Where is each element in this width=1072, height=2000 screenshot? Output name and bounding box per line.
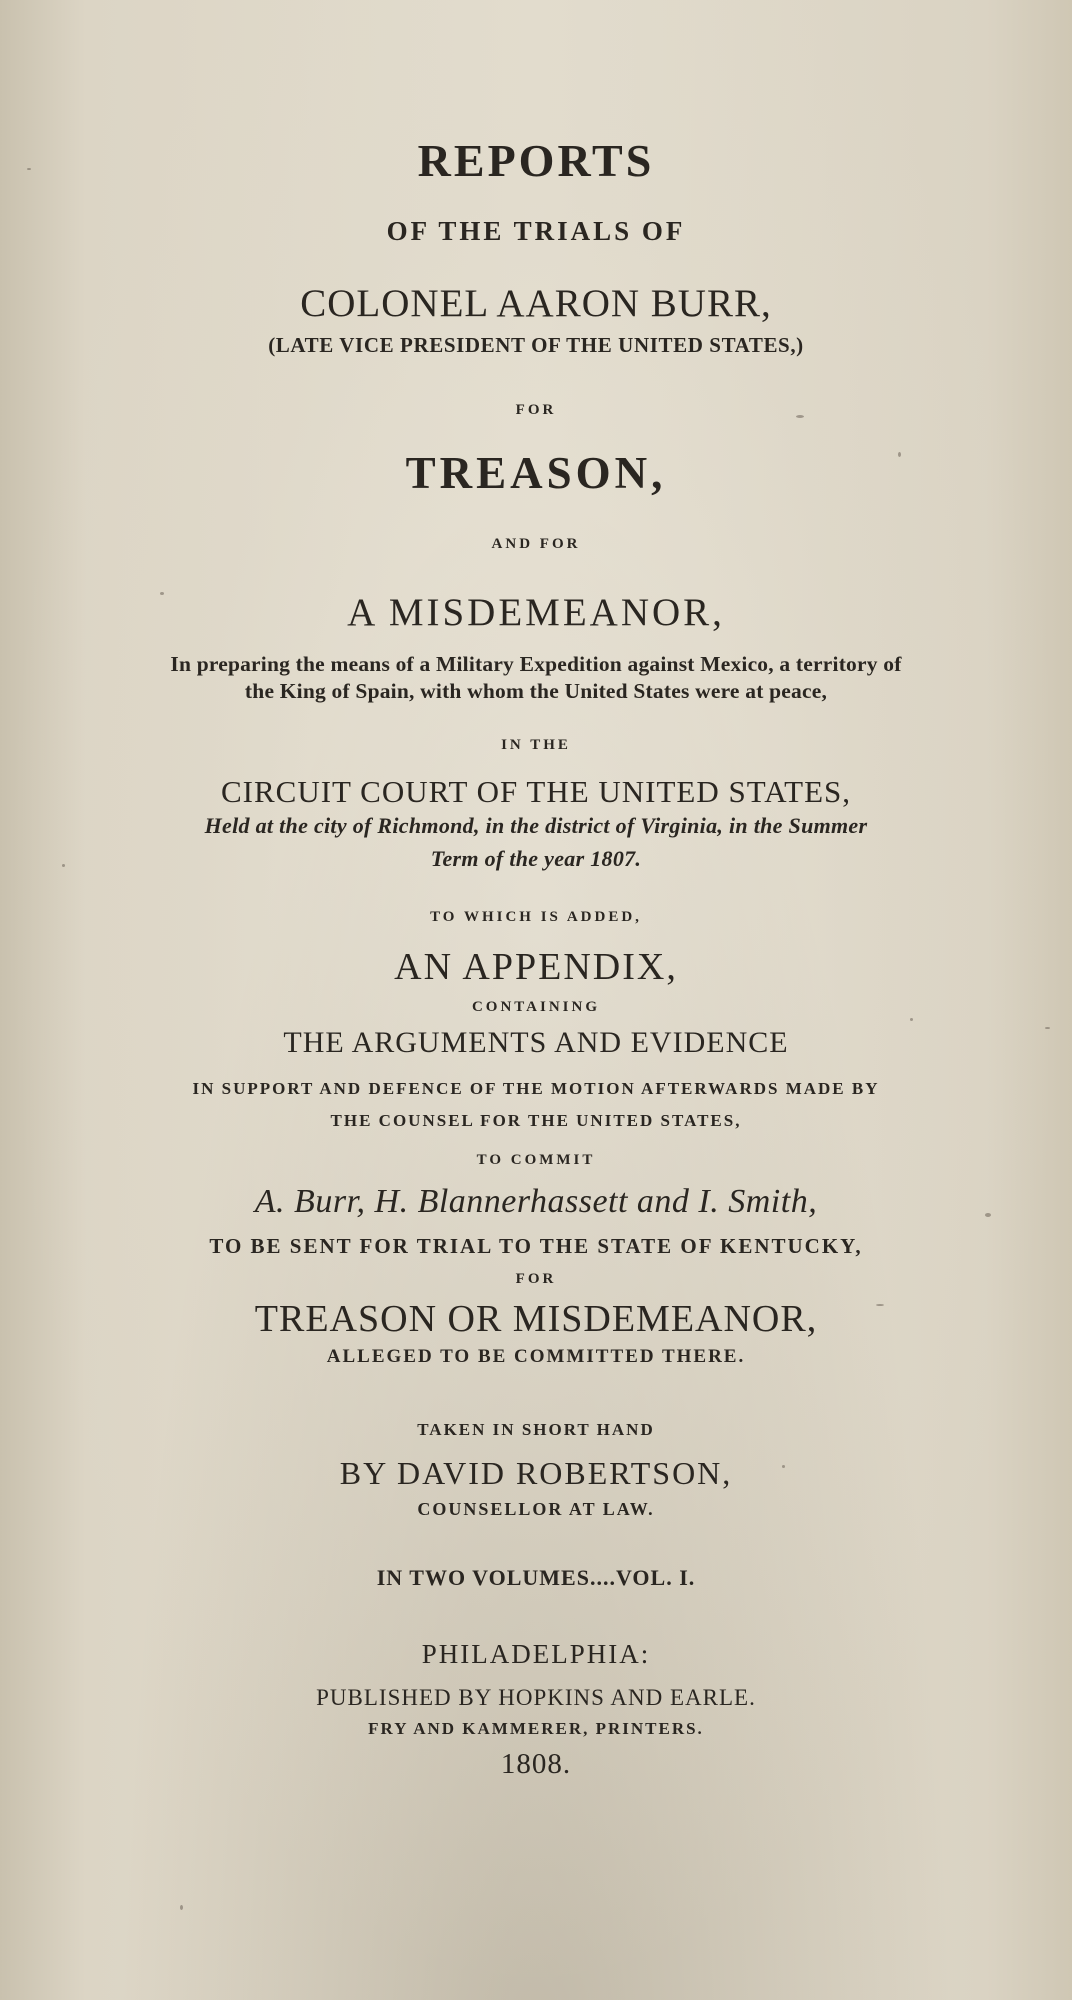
for-label-1: FOR	[515, 402, 557, 418]
taken-label: TAKEN IN SHORT HAND	[417, 1420, 655, 1439]
publication-year: 1808.	[500, 1748, 572, 1780]
paper-speck	[1045, 1027, 1050, 1029]
held-line-2: Term of the year 1807.	[430, 846, 642, 871]
paper-speck	[180, 1905, 183, 1910]
author-name: BY DAVID ROBERTSON,	[339, 1455, 733, 1491]
description-line-2: the King of Spain, with whom the United States were at peace,	[244, 679, 828, 703]
to-commit-label: TO COMMIT	[476, 1152, 596, 1168]
paper-speck	[898, 452, 901, 457]
charge-treason-or-misdemeanor: TREASON OR MISDEMEANOR,	[254, 1298, 818, 1340]
place-of-publication: PHILADELPHIA:	[421, 1639, 651, 1669]
subject-note: (LATE VICE PRESIDENT OF THE UNITED STATES,)	[268, 333, 804, 357]
paper-speck	[27, 168, 31, 170]
subject-name: COLONEL AARON BURR,	[300, 282, 772, 325]
author-title: COUNSELLOR AT LAW.	[417, 1499, 655, 1519]
paper-speck	[62, 864, 65, 867]
appendix-heading: AN APPENDIX,	[394, 946, 678, 988]
arguments-heading: THE ARGUMENTS AND EVIDENCE	[283, 1026, 789, 1059]
publisher-line: PUBLISHED BY HOPKINS AND EARLE.	[316, 1685, 756, 1710]
to-be-sent-line: TO BE SENT FOR TRIAL TO THE STATE OF KENTUCKY,	[209, 1234, 863, 1258]
printers-line: FRY AND KAMMERER, PRINTERS.	[368, 1719, 704, 1738]
volumes-line: IN TWO VOLUMES....VOL. I.	[376, 1565, 696, 1590]
held-line-1: Held at the city of Richmond, in the district of Virginia, in the Summer	[204, 813, 868, 838]
support-line-1: IN SUPPORT AND DEFENCE OF THE MOTION AFTERWARDS MADE BY	[192, 1079, 880, 1098]
main-title: REPORTS	[417, 135, 655, 186]
paper-speck	[985, 1213, 991, 1217]
paper-speck	[910, 1018, 913, 1021]
paper-speck	[782, 1465, 785, 1468]
charge-treason: TREASON,	[405, 448, 667, 498]
to-which-label: TO WHICH IS ADDED,	[430, 909, 642, 925]
court-name: CIRCUIT COURT OF THE UNITED STATES,	[220, 774, 852, 809]
subtitle: OF THE TRIALS OF	[386, 216, 686, 246]
paper-speck	[876, 1304, 884, 1306]
alleged-line: ALLEGED TO BE COMMITTED THERE.	[326, 1346, 746, 1367]
charge-misdemeanor: A MISDEMEANOR,	[347, 591, 725, 634]
in-the-label: IN THE	[501, 737, 571, 753]
containing-label: CONTAINING	[471, 999, 601, 1015]
support-line-2: THE COUNSEL FOR THE UNITED STATES,	[330, 1111, 742, 1130]
defendants-names: A. Burr, H. Blannerhassett and I. Smith,	[254, 1183, 818, 1220]
and-for-label: AND FOR	[491, 536, 581, 552]
description-line-1: In preparing the means of a Military Expedition against Mexico, a territory of	[170, 652, 902, 676]
for-label-2: FOR	[515, 1271, 557, 1287]
paper-speck	[796, 415, 804, 418]
paper-speck	[160, 592, 164, 595]
